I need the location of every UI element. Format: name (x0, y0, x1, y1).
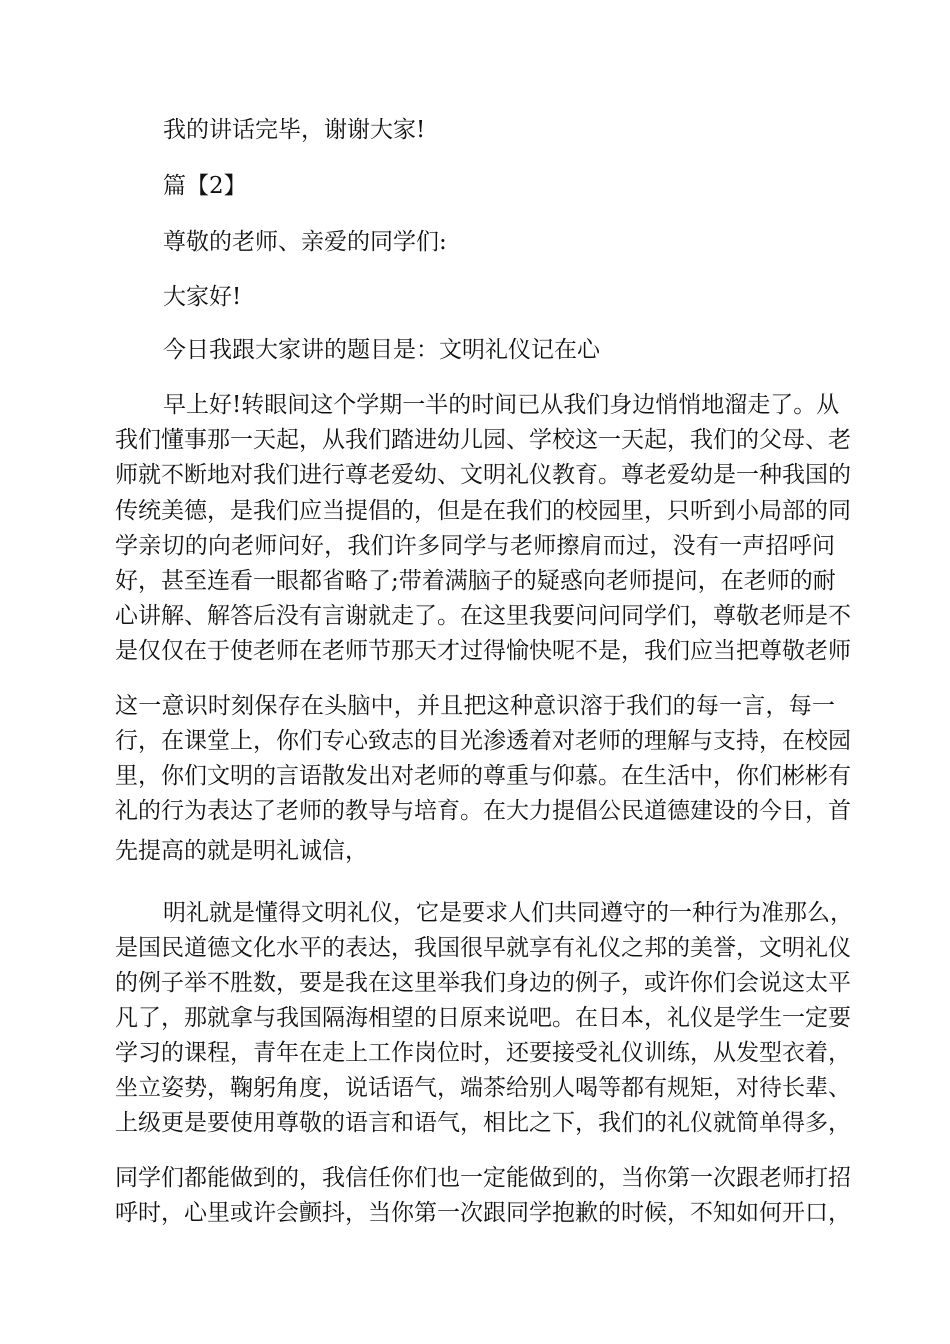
paragraph2-line: 同学们都能做到的，我信任你们也一定能做到的，当你第一次跟老师打招 (115, 1165, 851, 1191)
topic-line: 今日我跟大家讲的题目是：文明礼仪记在心 (163, 337, 600, 363)
paragraph1-line: 我们懂事那一天起，从我们踏进幼儿园、学校这一天起，我们的父母、老 (115, 427, 851, 453)
paragraph1-line: 里，你们文明的言语散发出对老师的尊重与仰慕。在生活中，你们彬彬有 (115, 763, 851, 789)
closing-line: 我的讲话完毕，谢谢大家! (163, 117, 426, 143)
paragraph1-line: 行，在课堂上，你们专心致志的目光渗透着对老师的理解与支持，在校园 (115, 728, 851, 754)
greeting-line: 大家好! (163, 284, 242, 310)
paragraph1-line: 传统美德，是我们应当提倡的，但是在我们的校园里，只听到小局部的同 (115, 498, 851, 524)
paragraph2-line: 明礼就是懂得文明礼仪，它是要求人们共同遵守的一种行为准那么， (163, 900, 853, 926)
paragraph1-line: 先提高的就是明礼诚信， (115, 838, 368, 864)
paragraph1-line: 学亲切的向老师问好，我们许多同学与老师擦肩而过，没有一声招呼问 (115, 533, 835, 559)
paragraph1-line: 师就不断地对我们进行尊老爱幼、文明礼仪教育。尊老爱幼是一种我国的 (115, 462, 851, 488)
paragraph2-line: 呼时，心里或许会颤抖，当你第一次跟同学抱歉的时候，不知如何开口， (115, 1200, 851, 1226)
paragraph1-line: 礼的行为表达了老师的教导与培育。在大力提倡公民道德建设的今日，首 (115, 798, 851, 824)
paragraph1-line: 是仅仅在于使老师在老师节那天才过得愉快呢不是，我们应当把尊敬老师 (115, 638, 851, 664)
paragraph2-line: 的例子举不胜数，要是我在这里举我们身边的例子，或许你们会说这太平 (115, 970, 851, 996)
paragraph2-line: 坐立姿势，鞠躬角度，说话语气，端茶给别人喝等都有规矩，对待长辈、 (115, 1075, 851, 1101)
section-heading: 篇【2】 (163, 173, 247, 199)
paragraph1-line: 早上好!转眼间这个学期一半的时间已从我们身边悄悄地溜走了。从 (163, 392, 840, 418)
paragraph2-line: 凡了，那就拿与我国隔海相望的日原来说吧。在日本，礼仪是学生一定要 (115, 1005, 851, 1031)
paragraph1-line: 好，甚至连看一眼都省略了;带着满脑子的疑惑向老师提问，在老师的耐 (115, 568, 836, 594)
paragraph1-line: 心讲解、解答后没有言谢就走了。在这里我要问问同学们，尊敬老师是不 (115, 603, 851, 629)
salutation-line: 尊敬的老师、亲爱的同学们: (163, 229, 447, 255)
paragraph1-line: 这一意识时刻保存在头脑中，并且把这种意识溶于我们的每一言，每一 (115, 693, 835, 719)
paragraph2-line: 学习的课程，青年在走上工作岗位时，还要接受礼仪训练，从发型衣着， (115, 1040, 851, 1066)
paragraph2-line: 是国民道德文化水平的表达，我国很早就享有礼仪之邦的美誉，文明礼仪 (115, 935, 851, 961)
paragraph2-line: 上级更是要使用尊敬的语言和语气，相比之下，我们的礼仪就简单得多， (115, 1110, 851, 1136)
